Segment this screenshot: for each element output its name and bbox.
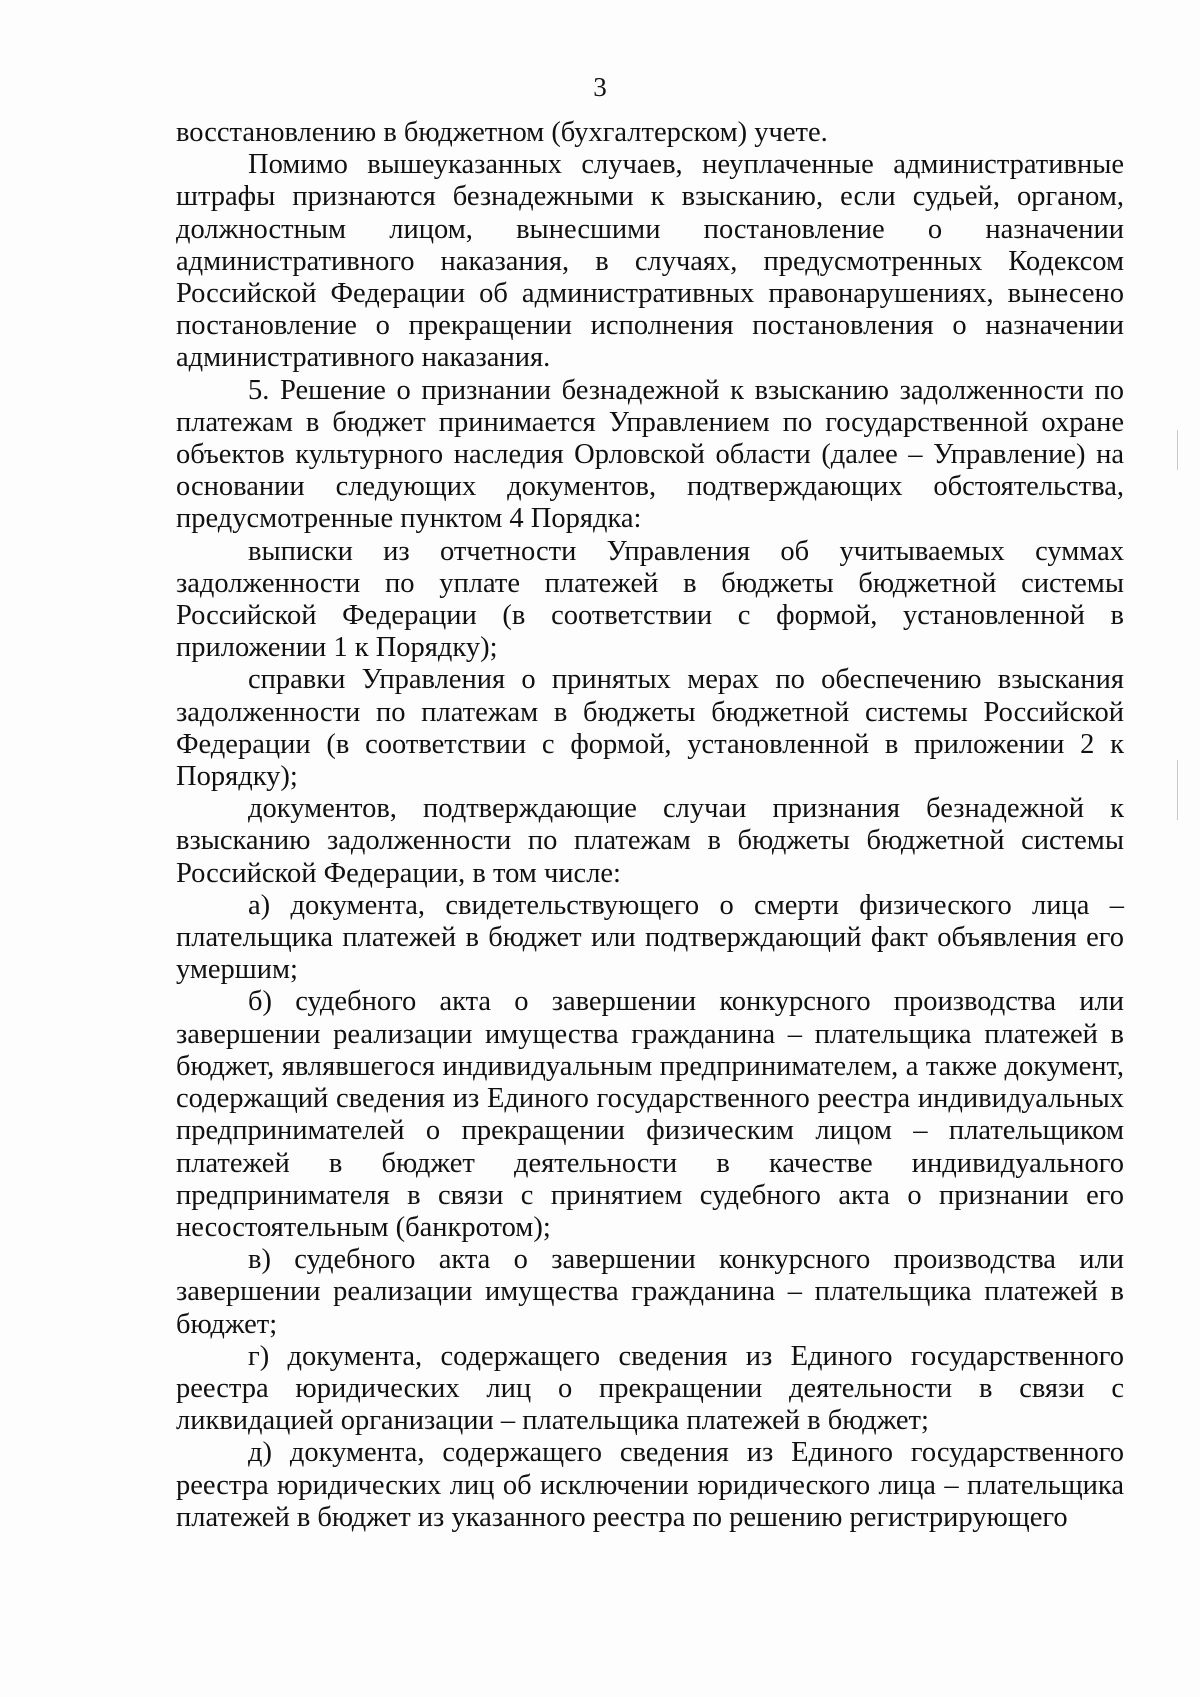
paragraph-fines: Помимо вышеуказанных случаев, неуплаченные административные штрафы признаются безнадежными к взысканию, если судьей, органом, должностным лицом, вынесшими постановление о назначении административного наказания, в случаях, предусмотренных Кодексом Российской Федерации об административных правонарушениях, вынесено постановление о прекращении исполнения постановления о назначении административного наказания. — [176, 149, 1124, 374]
list-item-g: г) документа, содержащего сведения из Единого государственного реестра юридических лиц о прекращении деятельности в связи с ликвидацией организации – плательщика платежей в бюджет; — [176, 1340, 1124, 1437]
paragraph-documents: документов, подтверждающие случаи признания безнадежной к взысканию задолженности по платежам в бюджеты бюджетной системы Российской Федерации, в том числе: — [176, 793, 1124, 889]
scan-artifact-line — [1177, 760, 1178, 820]
document-body — [176, 117, 1124, 1534]
list-item-b: б) судебного акта о завершении конкурсного производства или завершении реализации имущества гражданина – плательщика платежей в бюджет, являвшегося индивидуальным предпринимателем, а также документ, содержащий сведения из Единого государственного реестра индивидуальных предпринимателей о прекращении физическим лицом – плательщиком платежей в бюджет деятельности в качестве индивидуального предпринимателя в связи с принятием судебного акта о признании его несостоятельным (банкротом); — [176, 986, 1124, 1243]
paragraph-references: справки Управления о принятых мерах по обеспечению взыскания задолженности по платежам в бюджеты бюджетной системы Российской Федерации (в соответствии с формой, установленной в приложении 2 к Порядку); — [176, 664, 1124, 793]
paragraph-item-5: 5. Решение о признании безнадежной к взысканию задолженности по платежам в бюджет принимается Управлением по государственной охране объектов культурного наследия Орловской области (далее – Управление) на основании следующих документов, подтверждающих обстоятельства, предусмотренные пунктом 4 Порядка: — [176, 374, 1124, 535]
list-item-d: д) документа, содержащего сведения из Единого государственного реестра юридических лиц об исключении юридического лица – плательщика платежей в бюджет из указанного реестра по решению регистрирующего — [176, 1437, 1124, 1533]
paragraph-extracts: выписки из отчетности Управления об учитываемых суммах задолженности по уплате платежей в бюджеты бюджетной системы Российской Федерации (в соответствии с формой, установленной в приложении 1 к Порядку); — [176, 535, 1124, 664]
scan-artifact-line — [1177, 430, 1178, 470]
paragraph-continuation: восстановлению в бюджетном (бухгалтерском) учете. — [176, 117, 828, 148]
list-item-v: в) судебного акта о завершении конкурсного производства или завершении реализации имущества гражданина – плательщика платежей в бюджет; — [176, 1244, 1124, 1340]
list-item-a: а) документа, свидетельствующего о смерти физического лица – плательщика платежей в бюджет или подтверждающий факт объявления его умершим; — [176, 889, 1124, 986]
page-number: 3 — [593, 72, 607, 102]
